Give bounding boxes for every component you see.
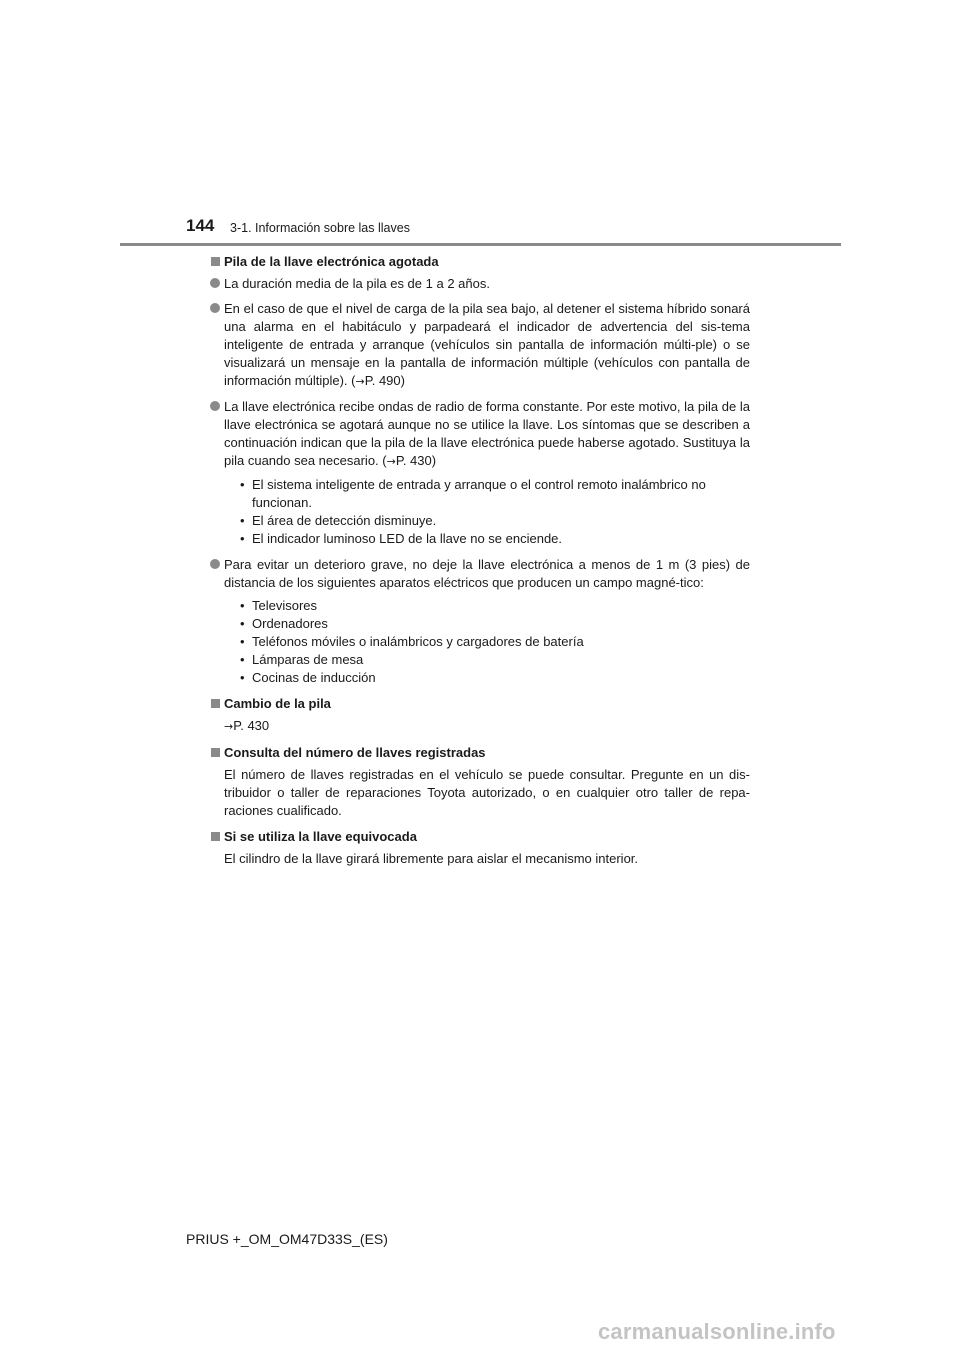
square-bullet-icon bbox=[211, 832, 220, 841]
bullet-item bbox=[210, 275, 750, 293]
device-list bbox=[210, 597, 750, 687]
symptom-list bbox=[210, 476, 750, 548]
bullet-text: La duración media de la pila es de 1 a 2 años. bbox=[224, 276, 490, 291]
list-item: • Ordenadores bbox=[240, 615, 750, 633]
bullet-text: En el caso de que el nivel de carga de la pila sea bajo, al detener el sistema híbrido sonará una alarma en el habitáculo y parpadeará el indicador de advertencia del sis-tema inteligente de entrada y arranque (vehículos sin pantalla de información múlti-ple) o se visualizará un mensaje en la pantalla de información múltiple (vehículos con pantalla de información múltiple). ( bbox=[224, 301, 750, 388]
paragraph: El número de llaves registradas en el vehículo se puede consultar. Pregunte en un dis-tribuidor o taller de reparaciones Toyota autorizado, o en cualquier otro taller de repa-raciones cualificado. bbox=[224, 767, 750, 818]
section-heading bbox=[210, 695, 750, 713]
bullet-item bbox=[210, 398, 750, 471]
header-divider bbox=[120, 243, 841, 246]
section-change-battery bbox=[210, 695, 750, 736]
watermark-logo: carmanualsonline.info bbox=[598, 1319, 836, 1344]
circle-bullet-icon bbox=[210, 303, 220, 313]
list-item: • Lámparas de mesa bbox=[240, 651, 750, 669]
list-item: • Televisores bbox=[240, 597, 750, 615]
page-reference-link[interactable]: P. 430 bbox=[233, 718, 270, 733]
section-heading bbox=[210, 828, 750, 846]
heading-text: Pila de la llave electrónica agotada bbox=[224, 254, 439, 269]
list-item: • Teléfonos móviles o inalámbricos y cargadores de batería bbox=[240, 633, 750, 651]
section-heading bbox=[210, 744, 750, 762]
arrow-right-icon: → bbox=[386, 455, 396, 468]
arrow-right-icon: → bbox=[224, 720, 234, 733]
list-item: • El área de detección disminuye. bbox=[240, 512, 750, 530]
square-bullet-icon bbox=[211, 699, 220, 708]
section-registered-keys bbox=[210, 744, 750, 820]
bullet-text: Para evitar un deterioro grave, no deje la llave electrónica a menos de 1 m (3 pies) de distancia de los siguientes aparatos eléctricos que producen un campo magné-tico: bbox=[224, 557, 750, 590]
bullet-item bbox=[210, 300, 750, 391]
document-code: PRIUS +_OM_OM47D33S_(ES) bbox=[186, 1231, 388, 1247]
bullet-item bbox=[210, 556, 750, 592]
heading-text: Si se utiliza la llave equivocada bbox=[224, 829, 417, 844]
page-reference-link[interactable]: P. 490 bbox=[364, 373, 401, 388]
square-bullet-icon bbox=[211, 257, 220, 266]
section-title: 3-1. Información sobre las llaves bbox=[230, 221, 410, 235]
section-battery bbox=[210, 253, 750, 687]
circle-bullet-icon bbox=[210, 559, 220, 569]
list-item: • El indicador luminoso LED de la llave no se enciende. bbox=[240, 530, 750, 548]
list-item: • Cocinas de inducción bbox=[240, 669, 750, 687]
bullet-text: La llave electrónica recibe ondas de radio de forma constante. Por este motivo, la pila de la llave electrónica se agotará aunque no se utilice la llave. Los síntomas que se describen a continuación indican que la pila de la llave electrónica puede haberse agotado. Sustituya la pila cuando sea necesario. ( bbox=[224, 399, 750, 468]
list-item: • El sistema inteligente de entrada y arranque o el control remoto inalámbrico no funcionan. bbox=[240, 476, 750, 512]
heading-text: Consulta del número de llaves registradas bbox=[224, 745, 486, 760]
page-header bbox=[0, 0, 960, 250]
page-content bbox=[210, 253, 750, 876]
heading-text: Cambio de la pila bbox=[224, 696, 331, 711]
arrow-right-icon: → bbox=[355, 375, 365, 388]
page-reference-link[interactable]: P. 430 bbox=[395, 453, 432, 468]
bullet-text-end: ) bbox=[431, 453, 437, 468]
section-wrong-key bbox=[210, 828, 750, 868]
section-heading bbox=[210, 253, 750, 271]
reference-line bbox=[210, 717, 750, 736]
circle-bullet-icon bbox=[210, 278, 220, 288]
paragraph: El cilindro de la llave girará libremente para aislar el mecanismo interior. bbox=[224, 851, 639, 866]
bullet-text-end: ) bbox=[400, 373, 405, 388]
page-number: 144 bbox=[186, 216, 215, 235]
square-bullet-icon bbox=[211, 748, 220, 757]
circle-bullet-icon bbox=[210, 401, 220, 411]
